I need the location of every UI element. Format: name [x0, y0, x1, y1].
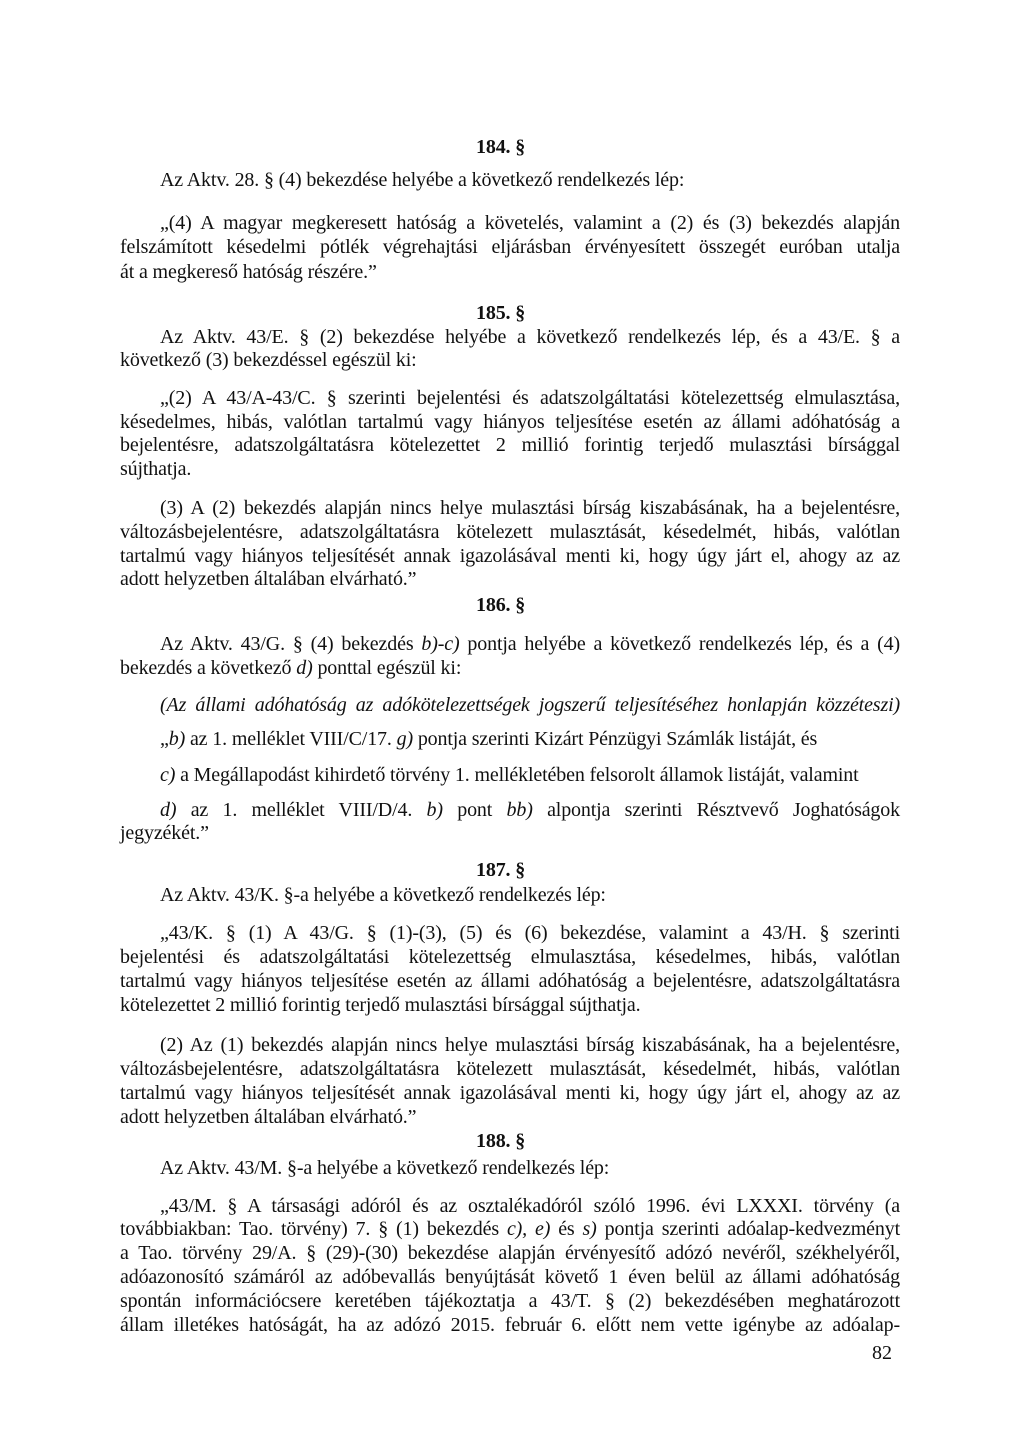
text-line: állam illetékes hatóságát, ha az adózó 2015. február 6. előtt nem vette igénybe az adóalap-: [120, 1314, 900, 1336]
text-line: át a megkereső hatóság részére.”: [120, 261, 377, 283]
text-line: bejelentési és adatszolgáltatási kötelezettség elmulasztása, késedelmes, hibás, valótlan: [120, 946, 900, 968]
text-line: c) a Megállapodást kihirdető törvény 1. mellékletében felsorolt államok listáját, valamint: [160, 764, 859, 786]
text-line: bejelentésre, adatszolgáltatásra kötelezettet 2 millió forintig terjedő mulasztási bírsággal: [120, 434, 900, 456]
text-line: tartalmú vagy hiányos teljesítését annak igazolásával menti ki, hogy úgy járt el, ahogy az az: [120, 1082, 900, 1104]
text-line: kötelezettet 2 millió forintig terjedő mulasztási bírsággal sújthatja.: [120, 994, 641, 1016]
text-line: felszámított késedelmi pótlék végrehajtási eljárásban érvényesített összegét euróban utalja: [120, 236, 900, 258]
page-number: 82: [872, 1342, 892, 1364]
text-line: Az Aktv. 43/G. § (4) bekezdés b)-c) pontja helyébe a következő rendelkezés lép, és a (4): [160, 633, 901, 655]
text-line: sújthatja.: [120, 458, 192, 480]
text-line: a Tao. törvény 29/A. § (29)-(30) bekezdése alapján érvényesítő adózó nevéről, székhelyéről,: [120, 1242, 900, 1264]
text-line: Az Aktv. 43/M. §-a helyébe a következő rendelkezés lép:: [160, 1157, 610, 1179]
text-line: tartalmú vagy hiányos teljesítését annak igazolásával menti ki, hogy úgy járt el, ahogy az az: [120, 545, 900, 567]
text-line: spontán információcsere keretében tájékoztatja a 43/T. § (2) bekezdésében meghatározott: [120, 1290, 900, 1312]
text-line: „43/K. § (1) A 43/G. § (1)-(3), (5) és (6) bekezdése, valamint a 43/H. § szerinti: [160, 922, 900, 944]
text-line: bekezdés a következő d) ponttal egészül ki:: [120, 657, 462, 679]
text-line: változásbejelentésre, adatszolgáltatásra kötelezett mulasztását, késedelmét, hibás, valótlan: [120, 1058, 900, 1080]
section-heading: 187. §: [476, 859, 526, 881]
text-line: jegyzékét.”: [120, 822, 209, 844]
text-line: késedelmes, hibás, valótlan tartalmú vagy hiányos teljesítése esetén az állami adóhatóság a: [120, 411, 900, 433]
text-line: „43/M. § A társasági adóról és az osztalékadóról szóló 1996. évi LXXXI. törvény (a: [160, 1195, 900, 1217]
text-line: „(4) A magyar megkeresett hatóság a követelés, valamint a (2) és (3) bekezdés alapján: [160, 212, 900, 234]
text-line: következő (3) bekezdéssel egészül ki:: [120, 349, 417, 371]
section-heading: 184. §: [476, 136, 526, 158]
text-line: továbbiakban: Tao. törvény) 7. § (1) bekezdés c), e) és s) pontja szerinti adóalap-kedvezményt: [120, 1218, 900, 1240]
text-line: változásbejelentésre, adatszolgáltatásra kötelezett mulasztását, késedelmét, hibás, valótlan: [120, 521, 900, 543]
section-heading: 188. §: [476, 1130, 526, 1152]
text-line: (2) Az (1) bekezdés alapján nincs helye mulasztási bírság kiszabásának, ha a bejelentésre,: [160, 1034, 900, 1056]
section-heading: 186. §: [476, 594, 526, 616]
text-line: (3) A (2) bekezdés alapján nincs helye mulasztási bírság kiszabásának, ha a bejelentésre,: [160, 497, 900, 519]
section-heading: 185. §: [476, 302, 526, 324]
text-line: „(2) A 43/A-43/C. § szerinti bejelentési és adatszolgáltatási kötelezettség elmulasztása,: [160, 387, 900, 409]
text-line: adóazonosító számáról az adóbevallás benyújtását követő 1 éven belül az állami adóhatóság: [120, 1266, 900, 1288]
text-line: Az Aktv. 43/E. § (2) bekezdése helyébe a következő rendelkezés lép, és a 43/E. § a: [160, 326, 900, 348]
text-line: Az Aktv. 43/K. §-a helyébe a következő rendelkezés lép:: [160, 884, 606, 906]
text-line: adott helyzetben általában elvárható.”: [120, 568, 417, 590]
text-line: tartalmú vagy hiányos teljesítése esetén az állami adóhatóság a bejelentésre, adatszolgáltatásra: [120, 970, 900, 992]
text-line: adott helyzetben általában elvárható.”: [120, 1106, 417, 1128]
text-line: d) az 1. melléklet VIII/D/4. b) pont bb) alpontja szerinti Résztvevő Joghatóságok: [160, 799, 900, 821]
text-line: Az Aktv. 28. § (4) bekezdése helyébe a következő rendelkezés lép:: [160, 169, 685, 191]
text-line: (Az állami adóhatóság az adókötelezettségek jogszerű teljesítéséhez honlapján közzéteszi): [160, 694, 900, 716]
text-line: „b) az 1. melléklet VIII/C/17. g) pontja szerinti Kizárt Pénzügyi Számlák listáját, és: [160, 728, 818, 750]
